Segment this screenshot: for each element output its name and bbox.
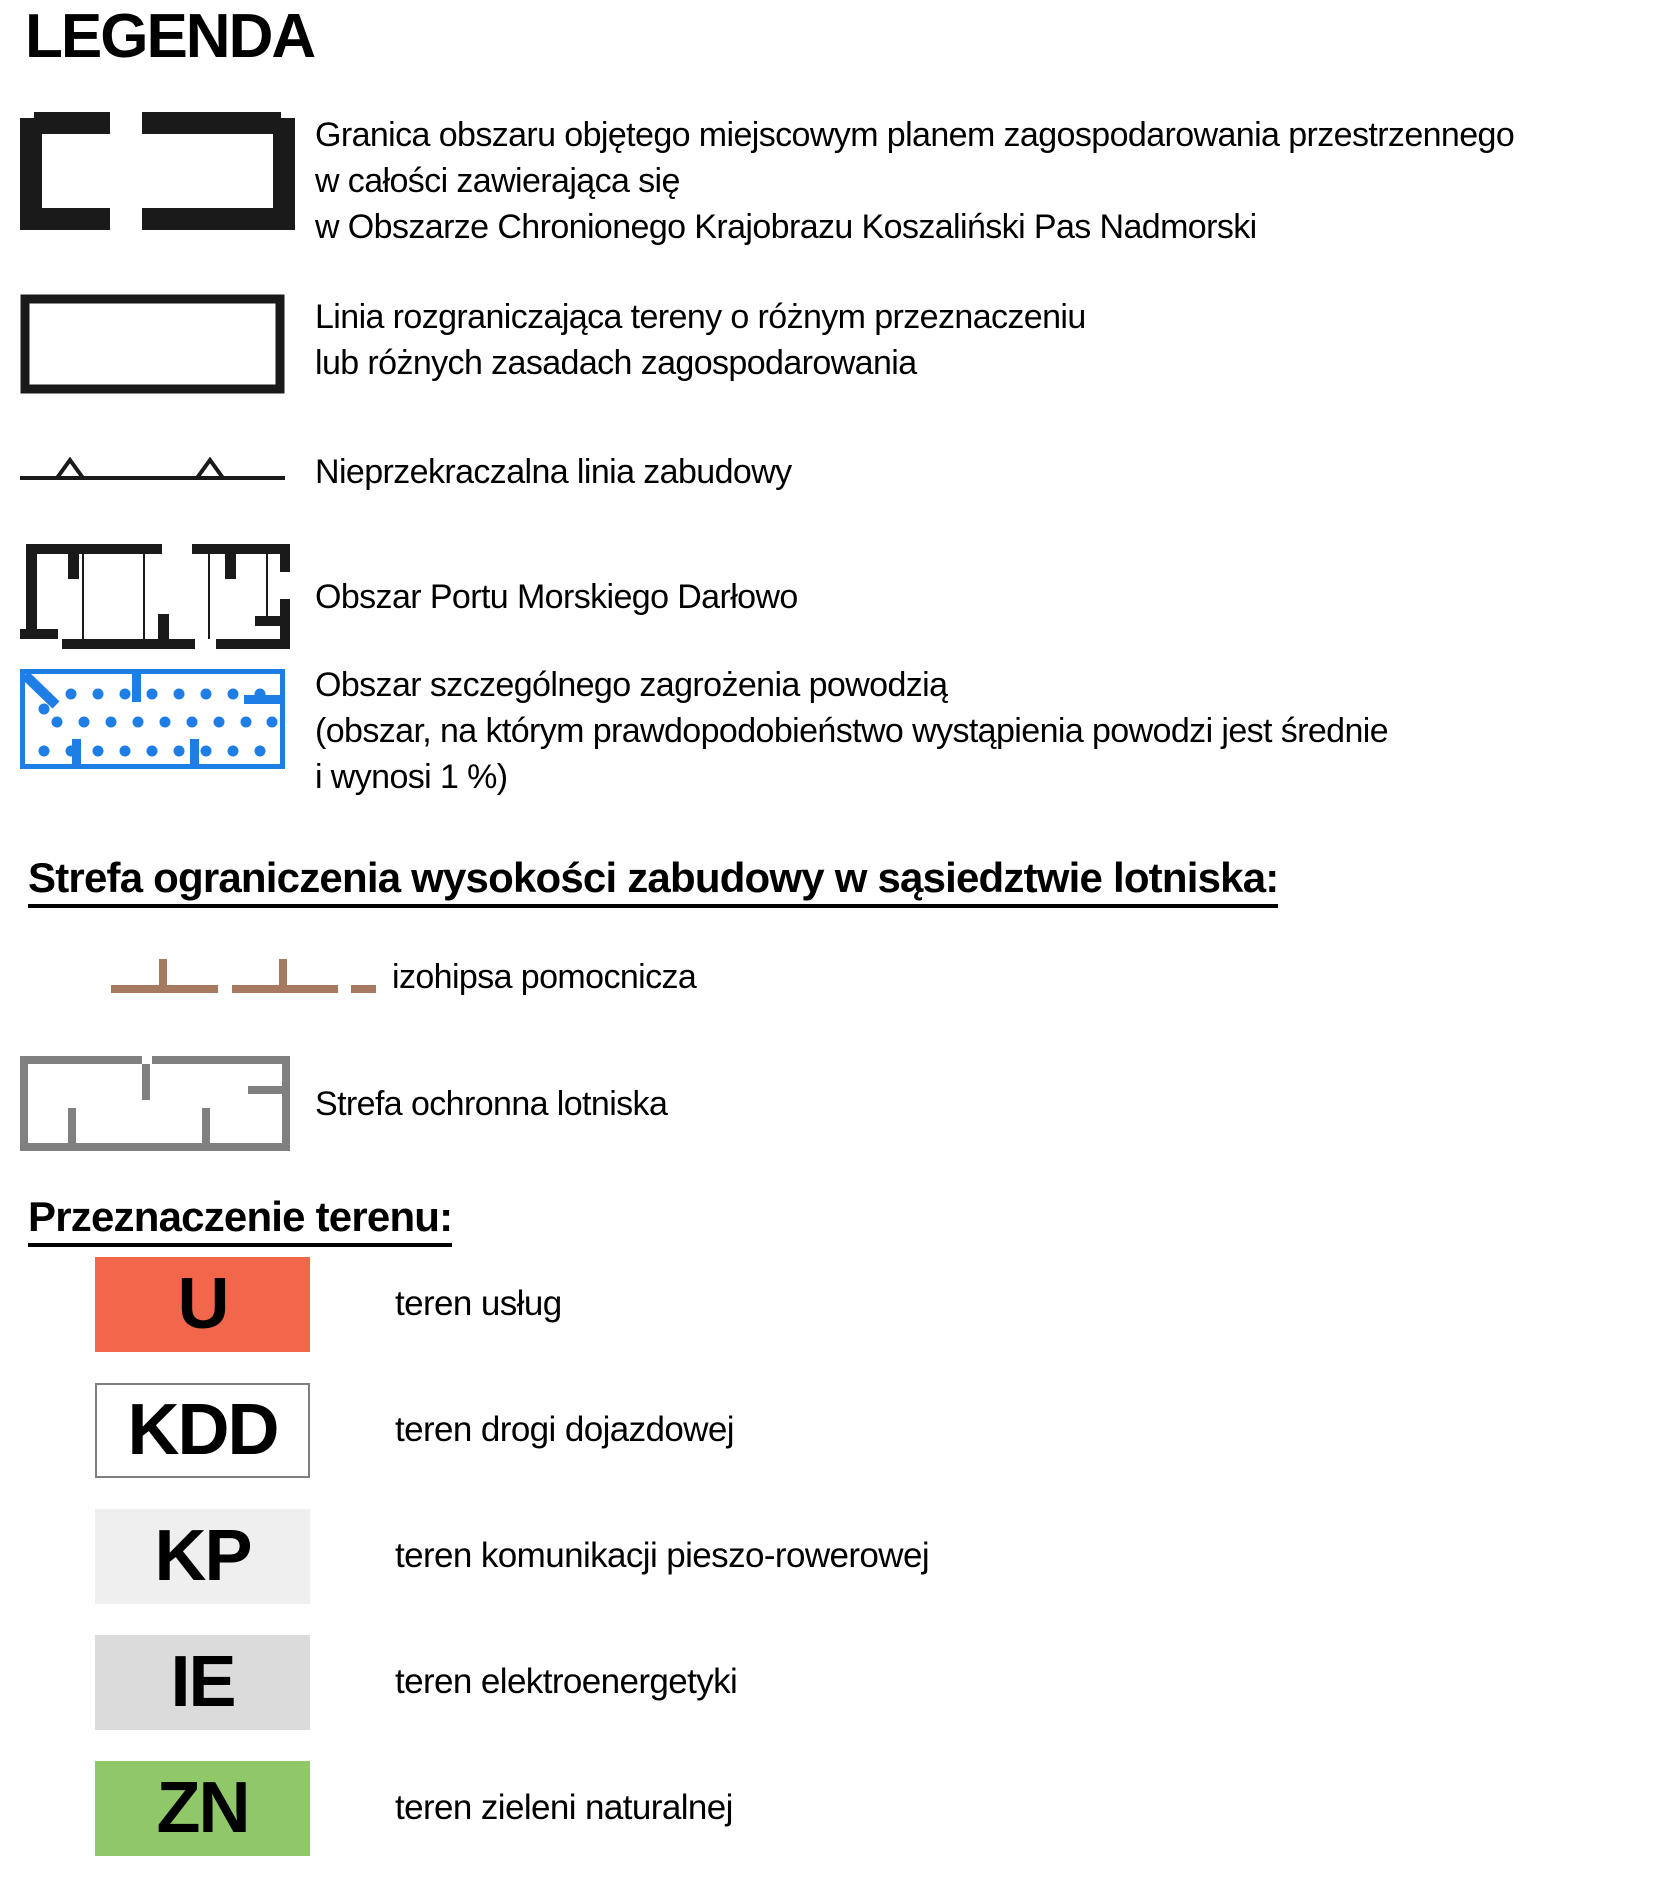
izohipsa-icon [111,959,376,995]
airport-section-heading [28,854,1660,902]
landuse-swatch-ie: IE [95,1635,310,1730]
airport-zone-symbol [20,1056,295,1151]
landuse-swatch-zn: ZN [95,1761,310,1856]
legend-item-dividing-line [20,294,1660,394]
landuse-label: teren usług [395,1284,562,1324]
plan-boundary-icon [20,112,295,230]
text-line: Obszar szczególnego zagrożenia powodzią [315,666,948,704]
landuse-label: teren komunikacji pieszo-rowerowej [395,1536,929,1576]
landuse-section-heading-text: Przeznaczenie terenu: [28,1193,452,1247]
landuse-item-kdd [95,1383,1660,1478]
landuse-label: teren drogi dojazdowej [395,1410,734,1450]
text-line: Granica obszaru objętego miejscowym planem zagospodarowania przestrzennego [315,116,1515,154]
dividing-line-symbol [20,294,295,394]
landuse-swatch-kdd: KDD [95,1383,310,1478]
landuse-item-ie [95,1635,1660,1730]
port-area-symbol [20,544,295,649]
text-line: Strefa ochronna lotniska [315,1084,668,1123]
text-line: (obszar, na którym prawdopodobieństwo wystąpienia powodzi jest średnie [315,712,1389,750]
landuse-item-kp [95,1509,1660,1604]
text-line: izohipsa pomocnicza [392,958,697,997]
airport-zone-icon [20,1056,290,1151]
izohipsa-symbol [111,959,376,995]
text-line: w całości zawierająca się [315,162,680,200]
text-line: lub różnych zasadach zagospodarowania [315,344,917,382]
text-line: w Obszarze Chronionego Krajobrazu Koszaliński Pas Nadmorski [315,208,1257,246]
text-line: Obszar Portu Morskiego Darłowo [315,577,798,616]
landuse-section-heading [28,1193,1660,1241]
flood-area-symbol [20,662,295,800]
text-line: i wynosi 1 %) [315,758,508,796]
legend-item-text [315,574,798,620]
landuse-item-u [95,1257,1660,1352]
legend-item-building-limit-line [20,449,1660,495]
text-line: Linia rozgraniczająca tereny o różnym przeznaczeniu [315,298,1086,336]
legend-item-text [315,112,1514,250]
landuse-label: teren zieleni naturalnej [395,1788,733,1828]
legend-item-port-area [20,544,1660,649]
landuse-label: teren elektroenergetyki [395,1662,738,1702]
landuse-swatch-u: U [95,1257,310,1352]
legend-item-text [315,449,792,495]
legend-item-izohipsa [111,954,1660,1000]
building-limit-line-icon [20,457,285,487]
page-title: LEGENDA [25,2,315,71]
legend-item-text [315,662,1388,800]
building-limit-line-symbol [20,457,295,487]
airport-section-heading-text: Strefa ograniczenia wysokości zabudowy w sąsiedztwie lotniska: [28,854,1278,908]
legend-item-text [392,954,696,1000]
legend-item-airport-zone [20,1056,1660,1151]
legend-item-plan-boundary [20,112,1660,250]
landuse-item-zn [95,1761,1660,1856]
legend-item-text [315,1081,667,1127]
legend-item-text [315,294,1086,394]
port-area-icon [20,544,290,649]
dividing-line-icon [20,294,285,394]
text-line: Nieprzekraczalna linia zabudowy [315,453,792,491]
flood-area-icon [20,669,285,769]
plan-boundary-symbol [20,112,295,250]
legend-item-flood-area [20,662,1660,800]
landuse-swatch-kp: KP [95,1509,310,1604]
